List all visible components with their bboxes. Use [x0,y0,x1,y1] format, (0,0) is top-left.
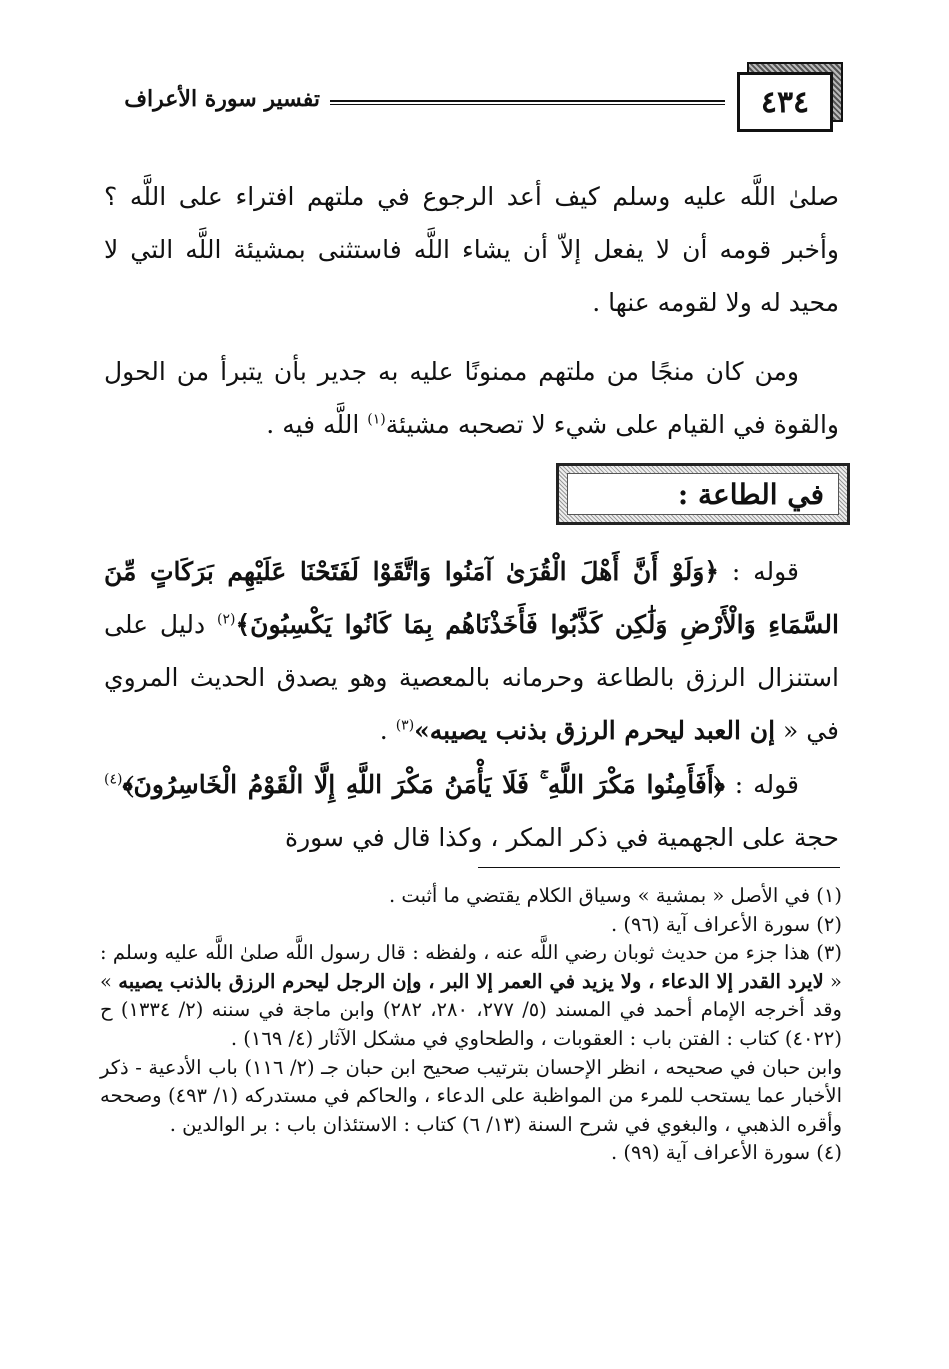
section-heading-box [556,463,850,525]
footnote-ref-2: (٢) [217,611,236,628]
footnote-3-text: (٣) هذا جزء من حديث ثوبان رضي اللَّه عنه ، ولفظه : قال رسول اللَّه صلىٰ اللَّه عليه وسلم : « [100,941,842,993]
footnote-3-hadith: لايرد القدر إلا الدعاء ، ولا يزيد في العمر إلا البر ، وإن الرجل ليحرم الرزق بالذنب يصيبه [118,969,824,993]
footnote-2: (٢) سورة الأعراف آية (٩٦) . [611,912,842,936]
running-title: تفسير سورة الأعراف [124,86,320,112]
paragraph-3-intro: قوله : [719,557,800,586]
paragraph-3-end: . [379,716,396,745]
header-rule [330,100,725,105]
footnote-ref-1: (١) [367,411,386,428]
page-number-box [737,72,833,132]
footnote-3-continued: وابن حبان في صحيحه ، انظر الإحسان بترتيب صحيح ابن حبان جـ (٢/ ١١٦) باب الأدعية - ذكر الأخبار عما يستحب للمرء من المواظبة على الدعاء ، والحاكم في مستدركه (١/ ٤٩٣) وصححه وأقره الذهبي ، والبغوي في شرح السنة (١٣/ ٦) كتاب : الاستئذان باب : بر الوالدين . [100,1055,842,1136]
page-header [0,62,949,152]
footnote-1: (١) في الأصل « بمشية » وسياق الكلام يقتضي ما أثبت . [389,884,842,907]
paragraph-2-text: ومن كان منجًا من ملتهم ممنونًا عليه به جدير بأن يتبرأ من الحول والقوة في القيام على شيء لا تصحبه مشيئة [104,357,839,439]
footnotes [100,882,842,1168]
paragraph-1: صلىٰ اللَّه عليه وسلم كيف أعد الرجوع في ملتهم افتراء على اللَّه ؟ وأخبر قومه أن لا يفعل إلاّ أن يشاء اللَّه فاستثنى بمشيئة اللَّه التي لا محيد له ولا لقومه عنها . [104,182,839,317]
page-number: ٤٣٤ [760,84,810,120]
hadith-quote-close: » [414,716,430,745]
paragraph-4-intro: قوله : [724,770,799,799]
footnote-3 [100,939,842,1053]
footnote-ref-3: (٣) [395,717,415,734]
quran-verse-96: ﴿وَلَوْ أَنَّ أَهْلَ الْقُرَىٰ آمَنُوا وَاتَّقَوْا لَفَتَحْنَا عَلَيْهِم بَرَكَاتٍ مِّنَ السَّمَاءِ وَالْأَرْضِ وَلَٰكِن كَذَّبُوا فَأَخَذْنَاهُم بِمَا كَانُوا يَكْسِبُونَ﴾ [104,557,839,639]
section-heading: في الطاعة : [567,473,839,515]
paragraph-2 [104,345,839,451]
footnote-separator [478,867,840,868]
paragraph-3-text: دليل على استنزال الرزق بالطاعة وحرمانه بالمعصية وهو يصدق الحديث المروي في « [104,610,839,745]
quran-verse-99: ﴿أَفَأَمِنُوا مَكْرَ اللَّهِ ۚ فَلَا يَأْمَنُ مَكْرَ اللَّهِ إِلَّا الْقَوْمُ الْخَاسِرُونَ﴾ [122,770,725,799]
paragraph-4 [104,758,839,864]
paragraph-3 [104,545,839,757]
paragraph-4-text: حجة على الجهمية في ذكر المكر ، وكذا قال في سورة [284,823,839,852]
footnote-3-sources: » وقد أخرجه الإمام أحمد في المسند (٥/ ٢٧٧، ٢٨٠، ٢٨٢) وابن ماجة في سننه (٢/ ١٣٣٤) ح (٤٠٢٢) كتاب : الفتن باب : العقوبات ، والطحاوي في مشكل الآثار (٤/ ١٦٩) . [100,969,842,1050]
footnote-4: (٤) سورة الأعراف آية (٩٩) . [611,1141,842,1165]
paragraph-2-end: اللَّه فيه . [266,410,368,439]
footnote-ref-4: (٤) [104,771,123,788]
hadith-quote: إن العبد ليحرم الرزق بذنب يصيبه [429,716,776,745]
